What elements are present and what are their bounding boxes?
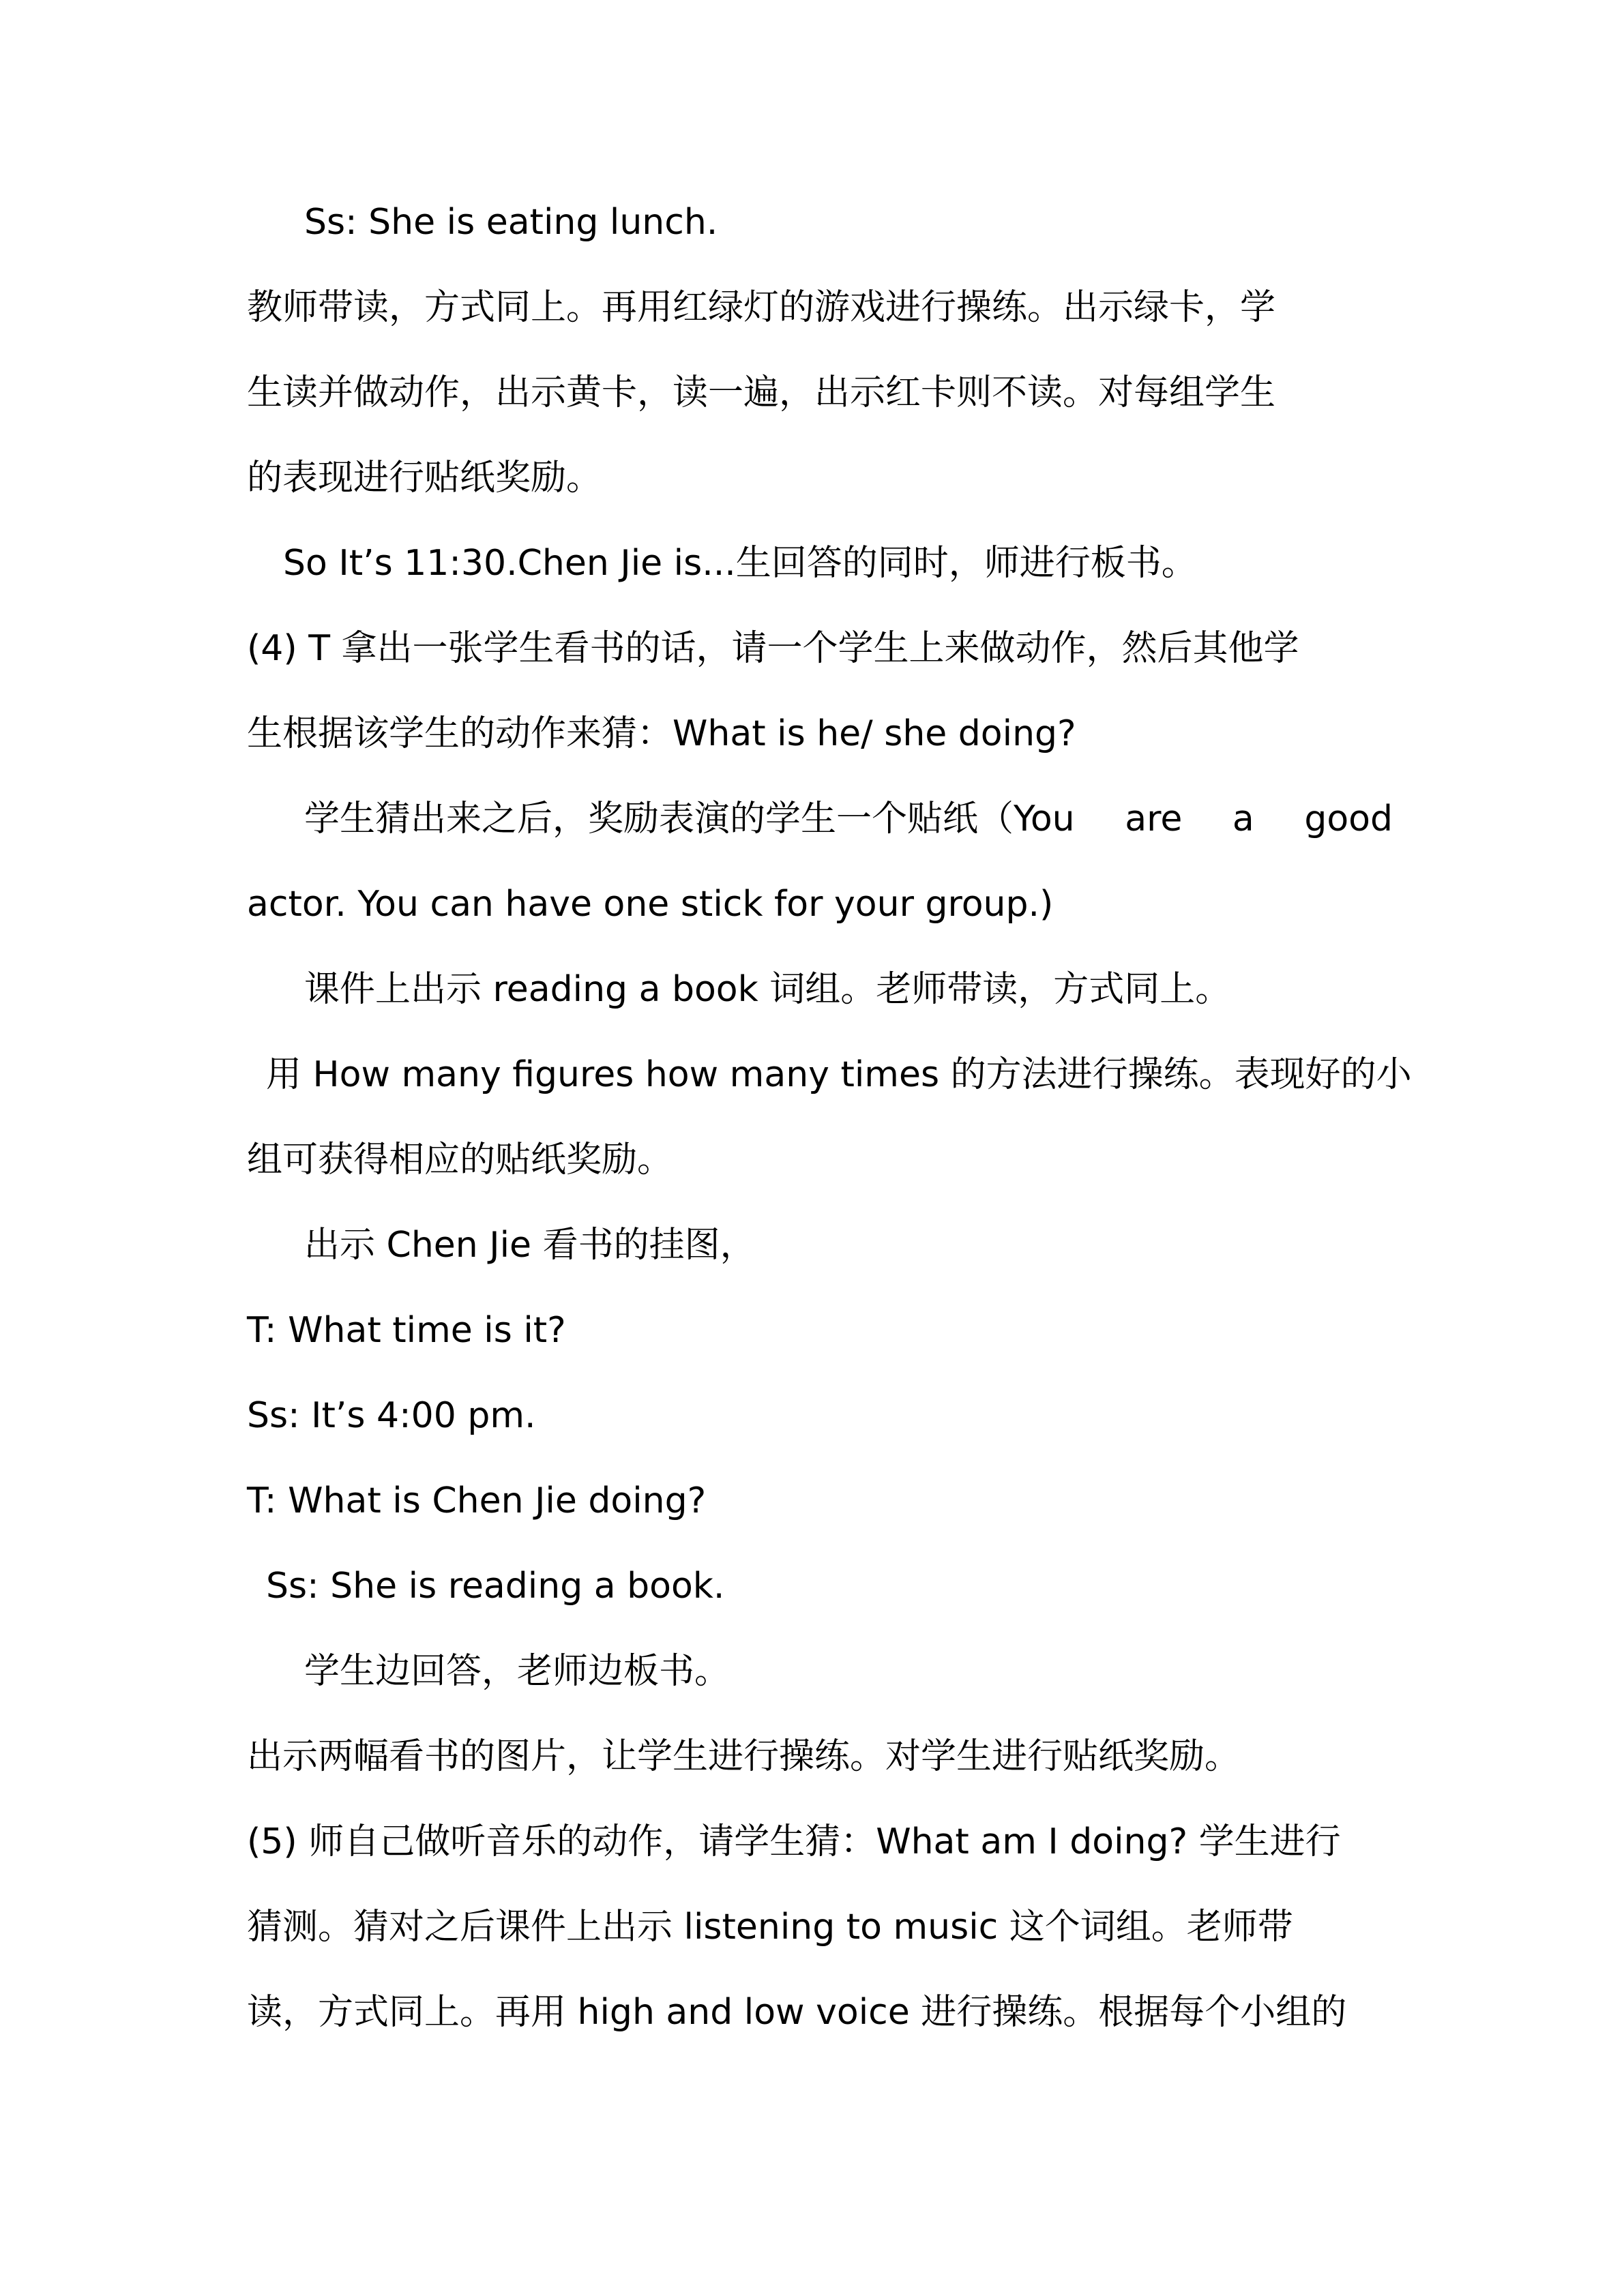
text-line-8-part-2: are <box>1125 799 1183 839</box>
text-line-10: 课件上出示 reading a book 词组。老师带读，方式同上。 <box>304 969 1231 1010</box>
text-line-6: (4) T 拿出一张学生看书的话，请一个学生上来做动作，然后其他学 <box>247 628 1299 669</box>
text-line-7: 生根据该学生的动作来猜：What is he/ she doing? <box>247 713 1076 754</box>
text-line-1: Ss: She is eating lunch. <box>304 202 718 243</box>
text-line-19: 出示两幅看书的图片，让学生进行操练。对学生进行贴纸奖励。 <box>247 1736 1241 1777</box>
text-line-22: 读，方式同上。再用 high and low voice 进行操练。根据每个小组的 <box>247 1992 1347 2033</box>
text-line-8 <box>304 794 1393 844</box>
text-line-14: T: What time is it? <box>247 1310 566 1351</box>
text-line-12: 组可获得相应的贴纸奖励。 <box>247 1139 673 1180</box>
text-line-13: 出示 Chen Jie 看书的挂图， <box>304 1225 756 1266</box>
text-line-18: 学生边回答，老师边板书。 <box>304 1651 730 1692</box>
text-line-8-part-1: 学生猜出来之后，奖励表演的学生一个贴纸（You <box>304 799 1075 839</box>
text-line-5: So It’s 11:30.Chen Jie is...生回答的同时，师进行板书。 <box>283 543 1197 584</box>
text-line-9: actor. You can have one stick for your group.) <box>247 884 1054 925</box>
text-line-2: 教师带读，方式同上。再用红绿灯的游戏进行操练。出示绿卡，学 <box>247 287 1276 328</box>
text-line-3: 生读并做动作，出示黄卡，读一遍，出示红卡则不读。对每组学生 <box>247 372 1276 413</box>
text-line-20: (5) 师自己做听音乐的动作，请学生猜：What am I doing? 学生进行 <box>247 1821 1341 1862</box>
text-line-8-part-4: good <box>1304 799 1393 839</box>
text-line-11: 用 How many figures how many times 的方法进行操练。表现好的小 <box>266 1054 1412 1095</box>
text-line-17: Ss: She is reading a book. <box>266 1566 725 1607</box>
text-line-15: Ss: It’s 4:00 pm. <box>247 1395 536 1436</box>
text-line-21: 猜测。猜对之后课件上出示 listening to music 这个词组。老师带 <box>247 1907 1293 1948</box>
text-line-4: 的表现进行贴纸奖励。 <box>247 458 602 498</box>
text-line-16: T: What is Chen Jie doing? <box>247 1480 707 1521</box>
text-line-8-part-3: a <box>1232 799 1254 839</box>
